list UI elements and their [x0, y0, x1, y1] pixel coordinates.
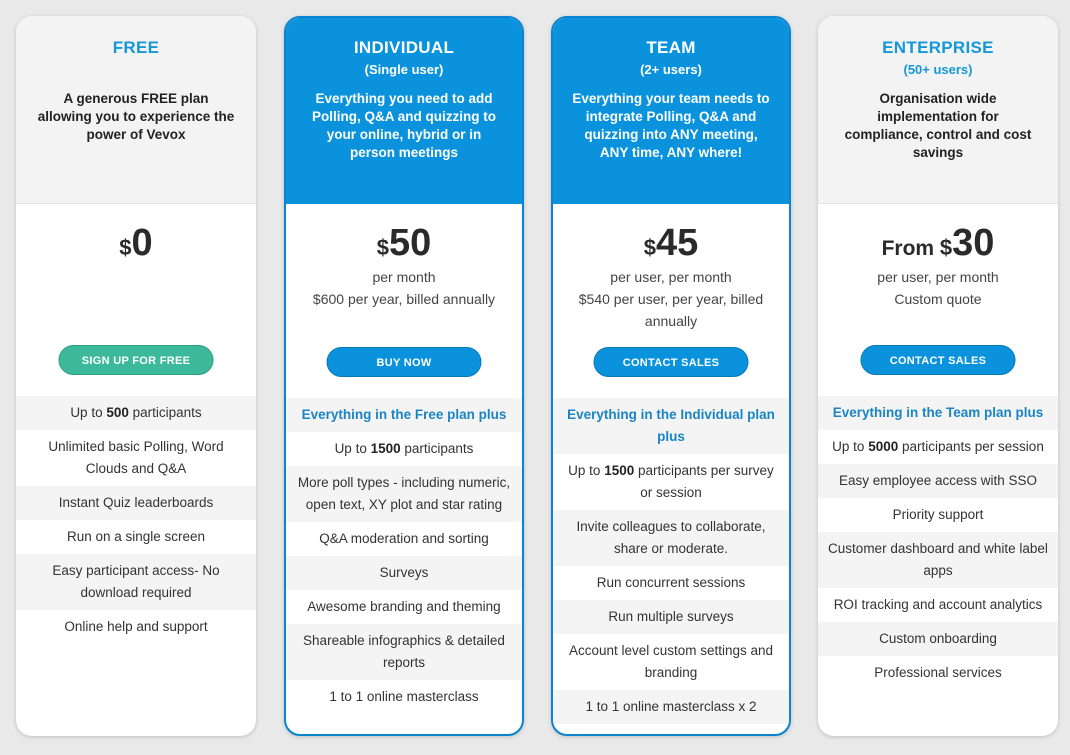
- price: [818, 222, 1058, 266]
- feature-lead: Everything in the Individual plan plus: [553, 398, 789, 454]
- feature-item: Priority support: [892, 507, 984, 522]
- contact-sales-button[interactable]: CONTACT SALES: [594, 347, 749, 377]
- feature-item: Instant Quiz leaderboards: [16, 486, 256, 520]
- feature-item: Easy employee access with SSO: [818, 464, 1058, 498]
- plan-card-free: [16, 16, 256, 736]
- price-amount: 30: [952, 222, 995, 264]
- price: [553, 222, 789, 266]
- plan-subtitle: (Single user): [364, 62, 444, 77]
- feature-item: Surveys: [286, 556, 522, 590]
- price-currency: $: [376, 235, 389, 260]
- price-currency: $: [939, 235, 953, 260]
- price-period: per month: [372, 269, 436, 285]
- feature-item: Online help and support: [64, 619, 208, 634]
- price: [286, 222, 522, 266]
- feature-item: Up to 5000 participants per session: [832, 439, 1044, 454]
- plan-name: INDIVIDUAL: [353, 38, 455, 57]
- feature-item: Customer dashboard and white label apps: [818, 532, 1058, 588]
- plan-header: [818, 16, 1058, 204]
- price-block: [16, 204, 256, 324]
- plan-name: ENTERPRISE: [882, 38, 994, 57]
- feature-item: Custom onboarding: [818, 622, 1058, 656]
- price-amount: 45: [655, 222, 699, 264]
- plan-header: [16, 16, 256, 204]
- price-currency: $: [643, 235, 656, 260]
- price-block: [553, 204, 789, 329]
- plan-description: Organisation wide implementation for compliance, control and cost savings: [844, 91, 1032, 160]
- price-period: per user, per month: [877, 269, 999, 285]
- feature-item: More poll types - including numeric, open text, XY plot and star rating: [286, 466, 522, 522]
- contact-sales-button[interactable]: CONTACT SALES: [861, 345, 1016, 375]
- feature-item: Professional services: [874, 665, 1002, 680]
- feature-item: Run concurrent sessions: [596, 575, 746, 590]
- feature-item: Run on a single screen: [66, 529, 206, 544]
- feature-item: Invite colleagues to collaborate, share or moderate.: [553, 510, 789, 566]
- feature-item: ROI tracking and account analytics: [833, 597, 1043, 612]
- price-period: per user, per month: [610, 269, 732, 285]
- plan-header: [553, 18, 789, 204]
- feature-list: [818, 396, 1058, 690]
- feature-list: [286, 398, 522, 714]
- feature-list: [16, 396, 256, 644]
- price-quote: Custom quote: [894, 291, 982, 307]
- price-block: [818, 204, 1058, 324]
- plan-subtitle: (50+ users): [903, 62, 973, 77]
- feature-item: Shareable infographics & detailed reports: [286, 624, 522, 680]
- feature-item: Up to 1500 participants per survey or session: [568, 463, 774, 500]
- feature-item: Unlimited basic Polling, Word Clouds and Q&A: [48, 439, 224, 476]
- price-annual: $540 per user, per year, billed annually: [578, 291, 764, 329]
- plan-card-team: [551, 16, 791, 736]
- buy-now-button[interactable]: BUY NOW: [327, 347, 482, 377]
- plan-name: FREE: [112, 38, 160, 57]
- feature-item: 1 to 1 online masterclass: [329, 689, 479, 704]
- feature-item: Up to 500 participants: [16, 396, 256, 430]
- plan-description: A generous FREE plan allowing you to experience the power of Vevox: [37, 91, 235, 142]
- feature-item: 1 to 1 online masterclass x 2: [553, 690, 789, 724]
- plan-card-individual: [284, 16, 524, 736]
- price-prefix: From: [881, 237, 940, 260]
- plan-subtitle: (2+ users): [640, 62, 702, 77]
- price-amount: 0: [131, 222, 153, 264]
- feature-item: Up to 1500 participants: [334, 441, 474, 456]
- feature-lead: Everything in the Team plan plus: [818, 396, 1058, 430]
- price: [16, 222, 256, 266]
- feature-item: Run multiple surveys: [553, 600, 789, 634]
- feature-list: [553, 398, 789, 724]
- feature-item: Q&A moderation and sorting: [319, 531, 489, 546]
- price-currency: $: [119, 235, 132, 260]
- plan-name: TEAM: [646, 38, 696, 57]
- feature-item: Awesome branding and theming: [307, 599, 501, 614]
- plan-description: Everything you need to add Polling, Q&A and quizzing to your online, hybrid or in person meetings: [312, 91, 496, 160]
- feature-lead: Everything in the Free plan plus: [286, 398, 522, 432]
- price-annual: $600 per year, billed annually: [312, 291, 496, 307]
- plan-description: Everything your team needs to integrate Polling, Q&A and quizzing into ANY meeting, ANY time, ANY where!: [572, 91, 770, 160]
- plan-card-enterprise: [818, 16, 1058, 736]
- plan-header: [286, 18, 522, 204]
- feature-item: Easy participant access- No download required: [16, 554, 256, 610]
- feature-item: Account level custom settings and branding: [568, 643, 774, 680]
- price-amount: 50: [388, 222, 432, 264]
- price-block: [286, 204, 522, 324]
- sign-up-free-button[interactable]: SIGN UP FOR FREE: [59, 345, 214, 375]
